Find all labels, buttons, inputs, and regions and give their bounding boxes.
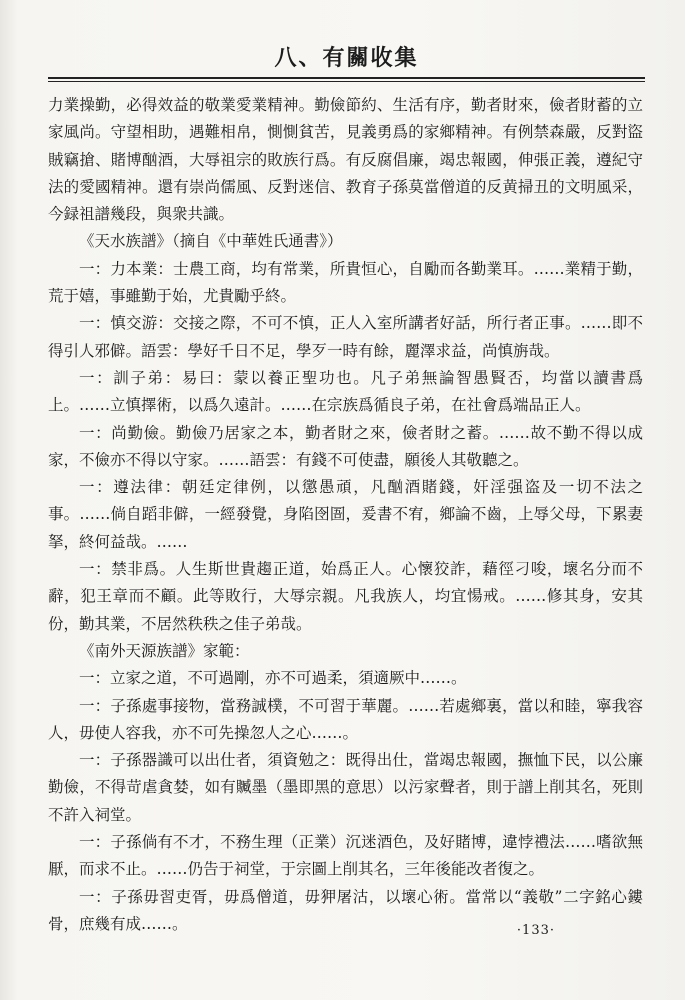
paragraph-rule: 一：尚勤儉。勤儉乃居家之本，勤者財之來，儉者財之蓄。……故不勤不得以成家，不儉亦不得以守家。……語雲：有錢不可使盡，願後人其敬聽之。 [48,423,643,469]
paragraph-rule: 一：力本業：士農工商，均有常業，所貴恒心，自勵而各勤業耳。……業精于勤，荒于嬉，事雖勤于始，尤貴勵乎終。 [48,259,643,306]
paragraph-intro: 力業操勤，必得效益的敬業愛業精神。勤儉節約、生活有序，勤者財來，儉者財蓄的立家風尚。守望相助，遇難相帛，惻惻貧苦，見義勇爲的家鄉精神。有例禁森嚴，反對盜賊竊搶、賭博酗酒，大辱祖宗的敗族行爲。有反腐倡廉，竭忠報國，伸張正義，遵紀守法的愛國精神。還有崇尚儒風、反對迷信、教育子孫莫當僧道的反黄掃丑的文明風采，今録祖譜幾段，與衆共識。 [48,96,643,224]
body-text [48,92,643,938]
paragraph-rule: 一：子孫毋習吏胥，毋爲僧道，毋狎屠沽，以壞心術。當常以“義敬”二字銘心鏤骨，庶幾有成……。 [48,887,643,933]
paragraph-rule: 一：子孫處事接物，當務誠樸，不可習于華麗。……若處鄉裏，當以和睦，寧我容人，毋使人容我，亦不可先操忽人之心……。 [48,696,643,742]
chapter-title: 八、有關收集 [274,45,419,71]
paragraph-rule: 一：禁非爲。人生斯世貴趨正道，始爲正人。心懷狡詐，藉徑刁唆，壞名分而不辭，犯王章而不顧。此等敗行，大辱宗親。凡我族人，均宜愓戒。……修其身，安其份，勤其業，不居然秩秩之佳子弟哉。 [48,560,643,633]
paragraph-rule: 一：立家之道，不可過剛，亦不可過柔，須適厥中……。 [79,669,467,688]
paragraph-rule: 一：慎交游：交接之際，不可不慎，正人入室所講者好話，所行者正事。……即不得引人邪僻。語雲：學好千日不足，學歹一時有餘，麗澤求益，尚慎旃哉。 [48,314,643,360]
paragraph-source-tianshui: 《天水族譜》（摘自《中華姓氏通書》） [79,232,343,251]
paragraph-rule: 一：遵法律：朝廷定律例，以懲愚頑，凡酗酒賭錢，奸淫强盗及一切不法之事。……倘自蹈非僻，一經發覺，身陷囹圄，爰書不宥，鄉論不齒，上辱父母，下累妻拏，終何益哉。…… [48,478,643,551]
paragraph-rule: 一：子孫倘有不才，不務生理（正業）沉迷酒色，及好賭博，違悖禮法……嗜欲無厭，而求不止。……仍告于祠堂，于宗圖上削其名，三年後能改者復之。 [48,833,643,879]
page-header [48,40,645,82]
paragraph-source-nanwai: 《南外天源族譜》家範： [79,641,250,660]
paragraph-rule: 一：訓子弟：易曰：蒙以養正聖功也。凡子弟無論智愚賢否，均當以讀書爲上。……立慎擇術，以爲久遠計。……在宗族爲循良子弟，在社會爲端品正人。 [48,368,643,415]
paragraph-rule: 一：子孫器識可以出仕者，須資勉之：既得出仕，當竭忠報國，撫恤下民，以公廉勤儉，不得苛虐貪婪，如有贓墨（墨即黑的意思）以污家聲者，則于譜上削其名，死則不許入祠堂。 [48,751,643,824]
header-rule [48,77,645,82]
page-number: ·133· [516,923,555,938]
